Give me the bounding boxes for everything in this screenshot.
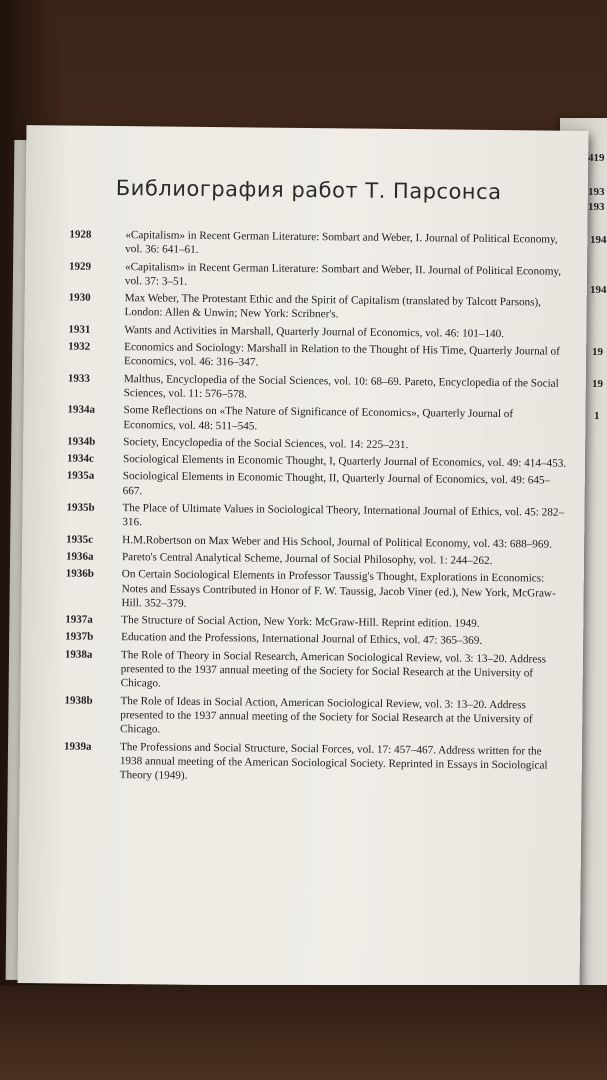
next-page-number: 194 bbox=[590, 284, 607, 296]
bibliography-entry bbox=[67, 403, 567, 437]
bibliography-entry bbox=[67, 469, 567, 503]
entry-year: 1937a bbox=[65, 613, 93, 626]
bibliography-entry bbox=[69, 228, 569, 262]
entry-text: The Role of Ideas in Social Action, American Sociological Review, vol. 3: 13–20. Address presented to the 1937 annual meeting of the Society for Social Research at the University of Chicago. bbox=[120, 694, 533, 736]
entry-text: Education and the Professions, International Journal of Ethics, vol. 47: 365–369. bbox=[121, 631, 483, 648]
entry-year: 1931 bbox=[68, 323, 91, 336]
bibliography-entry bbox=[68, 371, 568, 405]
entry-year: 1935c bbox=[66, 533, 94, 546]
entry-text: Sociological Elements in Economic Thought, II, Quarterly Journal of Economics, vol. 49: 645–667. bbox=[122, 470, 551, 498]
bibliography-list bbox=[64, 228, 570, 791]
bibliography-entry bbox=[68, 322, 568, 342]
bibliography-entry bbox=[66, 532, 566, 552]
bibliography-entry bbox=[67, 434, 567, 454]
book-page bbox=[18, 125, 589, 989]
entry-text: The Role of Theory in Social Research, American Sociological Review, vol. 3: 13–20. Address presented to the 1937 annual meeting of the Society for Social Research at the University of Chicago. bbox=[120, 648, 547, 690]
entry-year: 1939a bbox=[63, 740, 92, 753]
entry-text: Some Reflections on «The Nature of Significance of Economics», Quarterly Journal of Economics, vol. 48: 511–545. bbox=[123, 404, 514, 433]
entry-text: Pareto's Central Analytical Scheme, Journal of Social Philosophy, vol. 1: 244–262. bbox=[121, 551, 493, 567]
entry-year: 1937b bbox=[65, 630, 94, 644]
entry-text: Sociological Elements in Economic Thought, I, Quarterly Journal of Economics, vol. 49: 414–453. bbox=[122, 453, 567, 470]
entry-year: 1932 bbox=[68, 340, 91, 353]
entry-year: 1938b bbox=[64, 694, 93, 707]
next-page-number: 194 bbox=[590, 234, 607, 246]
entry-year: 1934b bbox=[67, 435, 96, 448]
next-page-number: 1 bbox=[594, 410, 600, 422]
entry-year: 1929 bbox=[68, 260, 92, 273]
entry-text: Max Weber, The Protestant Ethic and the Spirit of Capitalism (translated by Talcott Parsons), London: Allen & Unwin; New York: Scribner's. bbox=[124, 292, 542, 321]
entry-year: 1938a bbox=[64, 648, 93, 661]
next-page-number: 19 bbox=[592, 346, 603, 358]
entry-text: Malthus, Encyclopedia of the Social Sciences, vol. 10: 68–69. Pareto, Encyclopedia of the Social Sciences, vol. 11: 576–578. bbox=[123, 372, 559, 401]
next-page-number: 193 bbox=[588, 201, 605, 213]
bibliography-entry bbox=[65, 630, 565, 650]
bibliography-entry bbox=[65, 567, 565, 615]
entry-year: 1930 bbox=[68, 291, 91, 304]
entry-year: 1935b bbox=[66, 501, 95, 514]
entry-year: 1936b bbox=[65, 567, 94, 581]
entry-text: Wants and Activities in Marshall, Quarterly Journal of Economics, vol. 46: 101–140. bbox=[124, 323, 505, 340]
entry-year: 1935a bbox=[66, 469, 95, 483]
entry-year: 1928 bbox=[69, 228, 92, 241]
entry-text: The Professions and Social Structure, Social Forces, vol. 17: 457–467. Address written for the 1938 annual meeting of the American Sociological Society. Reprinted in Essays in Sociological Theory (1949). bbox=[119, 740, 548, 782]
entry-text: «Capitalism» in Recent German Literature: Sombart and Weber, I. Journal of Political Economy, vol. 36: 641–61. bbox=[125, 229, 558, 257]
page-title: Библиография работ Т. Парсонса bbox=[115, 176, 502, 205]
bibliography-entry bbox=[65, 647, 565, 695]
table-surface-bottom bbox=[0, 985, 607, 1080]
bibliography-entry bbox=[68, 340, 568, 374]
bibliography-entry bbox=[66, 549, 566, 569]
entry-year: 1934c bbox=[66, 452, 94, 465]
entry-text: Society, Encyclopedia of the Social Sciences, vol. 14: 225–231. bbox=[123, 435, 409, 451]
next-page-numbers bbox=[586, 0, 607, 1080]
entry-text: H.M.Robertson on Max Weber and His School, Journal of Political Economy, vol. 43: 688–969. bbox=[122, 533, 552, 551]
entry-year: 1934a bbox=[67, 403, 96, 417]
entry-text: On Certain Sociological Elements in Professor Taussig's Thought, Explorations in Economics: Notes and Essays Contributed in Honor of F. W. Taussig, Jacob Viner (ed.), New York, McGraw-Hill. 352–379. bbox=[121, 568, 556, 610]
next-page-number: 193 bbox=[588, 186, 605, 198]
entry-text: Economics and Sociology: Marshall in Relation to the Thought of His Time, Quarterly Journal of Economics, vol. 46: 316–347. bbox=[123, 341, 560, 369]
bibliography-entry bbox=[68, 291, 568, 325]
bibliography-entry bbox=[65, 613, 565, 633]
entry-text: The Place of Ultimate Values in Sociological Theory, International Journal of Ethics, vol. 45: 282–316. bbox=[122, 502, 565, 529]
bibliography-entry bbox=[64, 693, 564, 741]
next-page-number: 19 bbox=[592, 378, 603, 390]
entry-text: The Structure of Social Action, New York: McGraw-Hill. Reprint edition. 1949. bbox=[121, 614, 480, 630]
entry-text: «Capitalism» in Recent German Literature: Sombart and Weber, II. Journal of Political Economy, vol. 37: 3–51. bbox=[124, 260, 562, 288]
entry-year: 1933 bbox=[67, 372, 90, 385]
bibliography-entry bbox=[64, 739, 564, 787]
entry-year: 1936a bbox=[65, 550, 94, 563]
bibliography-entry bbox=[69, 259, 569, 293]
next-page-number: 419 bbox=[588, 152, 605, 164]
bibliography-entry bbox=[66, 501, 566, 535]
bibliography-entry bbox=[67, 452, 567, 472]
